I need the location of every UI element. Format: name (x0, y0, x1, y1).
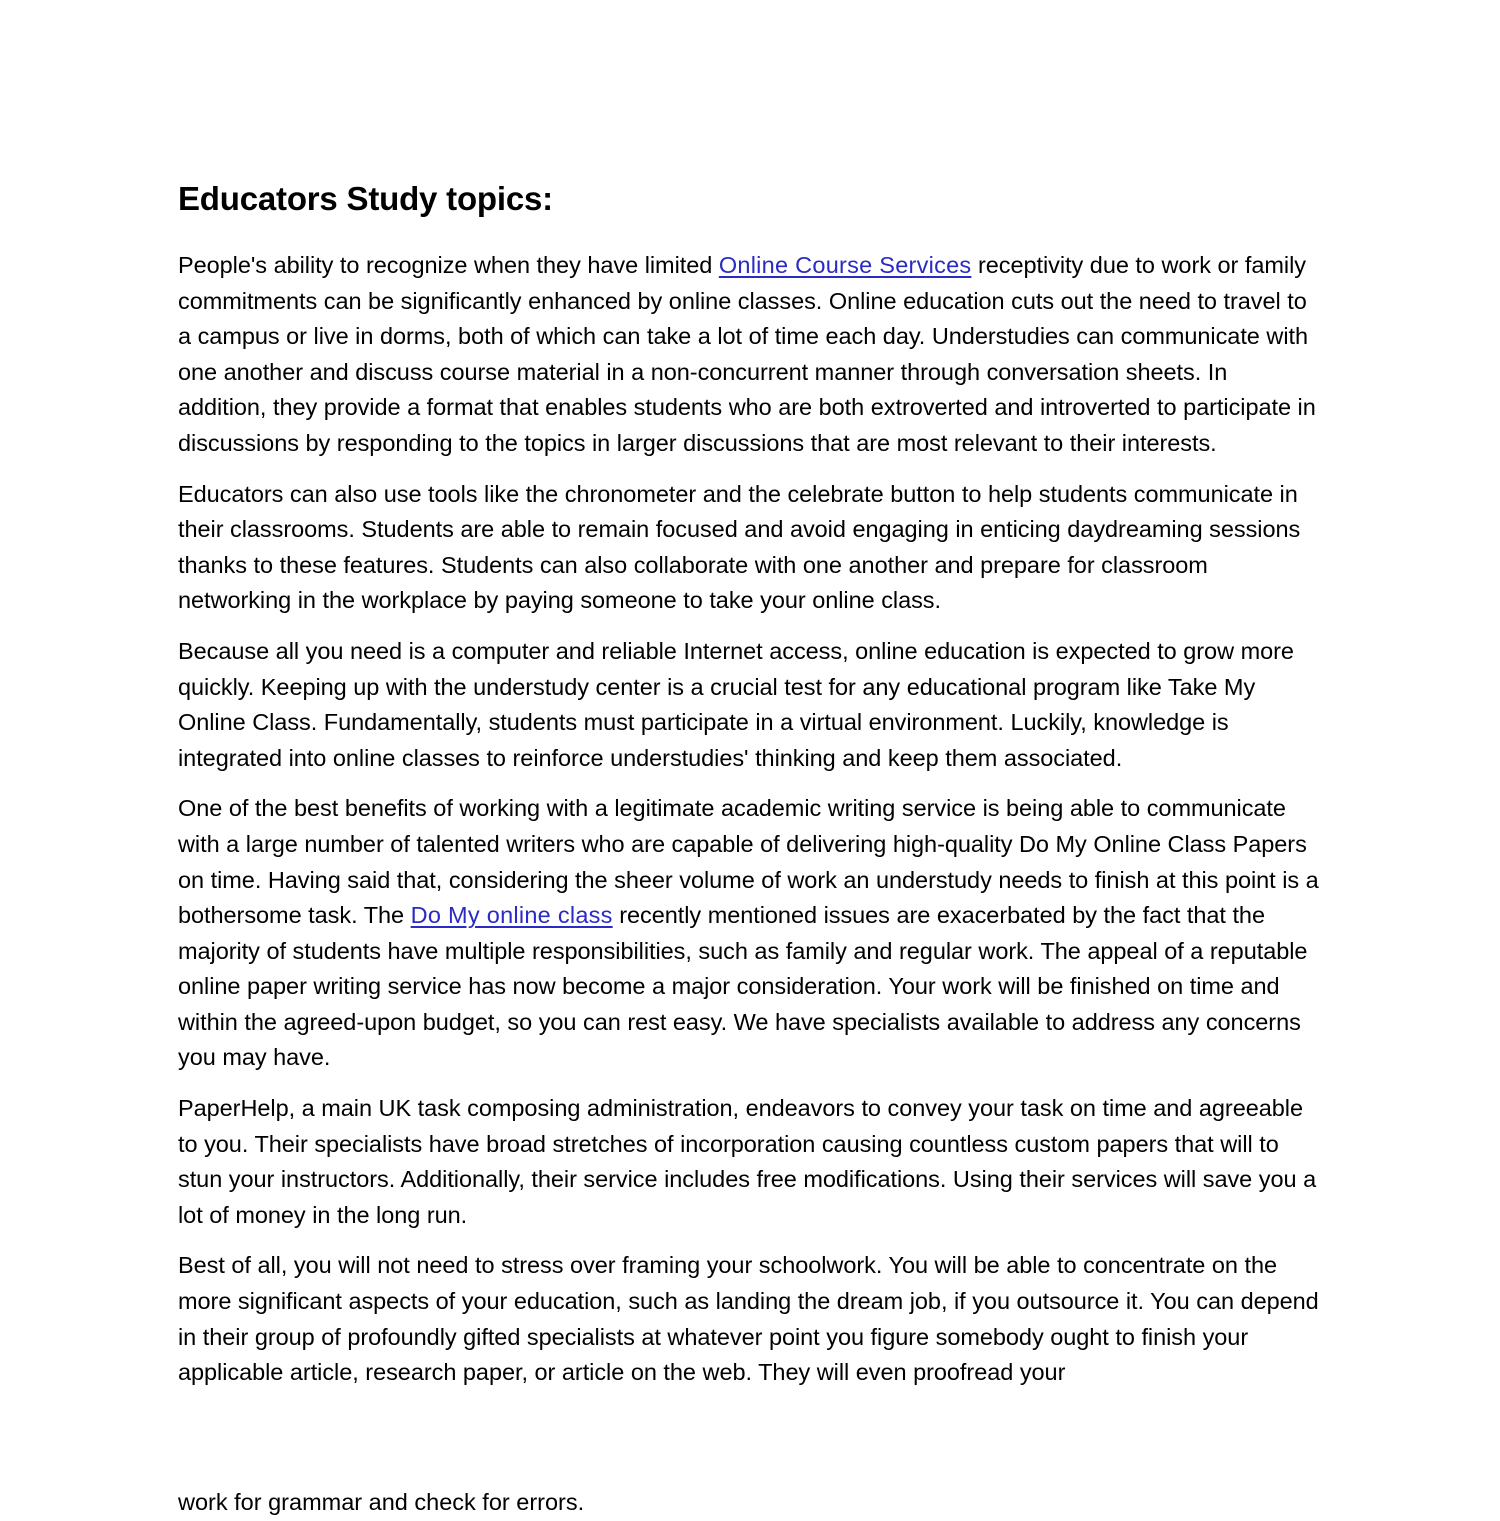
paragraph-6 (178, 1248, 1320, 1390)
paragraph-1-text-before: People's ability to recognize when they have limited (178, 252, 719, 278)
paragraph-2 (178, 477, 1320, 619)
paragraph-3 (178, 634, 1320, 776)
online-course-services-link[interactable]: Online Course Services (718, 252, 972, 278)
do-my-online-class-link[interactable]: Do My online class (410, 902, 613, 929)
paragraph-4-text-after: recently mentioned issues are exacerbated by the fact that the majority of students have multiple responsibilities, such as family and regular work. The appeal of a reputable online paper writing service has now become a major consideration. Your work will be finished on time and within the agreed-upon budget, so you can rest easy. We have specialists available to address any concerns you may have. (178, 902, 1308, 1071)
paragraph-2-text: Educators can also use tools like the chronometer and the celebrate button to help students communicate in their classrooms. Students are able to remain focused and avoid engaging in enticing daydreaming sessions thanks to these features. Students can also collaborate with one another and prepare for classroom networking in the workplace by paying someone to take your online class. (178, 480, 1301, 614)
document-body (178, 178, 1320, 1391)
paragraph-1-text-after: receptivity due to work or family commitments can be significantly enhanced by online classes. Online education cuts out the need to travel to a campus or live in dorms, both of which can take a lot of time each day. Understudies can communicate with one another and discuss course material in a non-concurrent manner through conversation sheets. In addition, they provide a format that enables students who are both extroverted and introverted to participate in discussions by responding to the topics in larger discussions that are most relevant to their interests. (178, 252, 1316, 456)
paragraph-4 (178, 791, 1320, 1076)
paragraph-5-text: PaperHelp, a main UK task composing administration, endeavors to convey your task on time and agreeable to you. Their specialists have broad stretches of incorporation causing countless custom papers that will to stun your instructors. Additionally, their service includes free modifications. Using their services will save you a lot of money in the long run. (178, 1095, 1317, 1228)
paragraph-1 (178, 248, 1320, 462)
paragraph-4-text-before: One of the best benefits of working with a legitimate academic writing service is being able to communicate with a large number of talented writers who are capable of delivering high-quality Do My Online Class Papers on time. Having said that, considering the sheer volume of work an understudy needs to finish at this point is a bothersome task. The (178, 795, 1319, 929)
clipped-last-line: work for grammar and check for errors. (178, 1489, 585, 1515)
paragraph-6-text: Best of all, you will not need to stress over framing your schoolwork. You will be able to concentrate on the more significant aspects of your education, such as landing the dream job, if you outsource it. You can depend in their group of profoundly gifted specialists at whatever point you figure somebody ought to finish your applicable article, research paper, or article on the web. They will even proofread your (178, 1252, 1319, 1386)
paragraph-3-text: Because all you need is a computer and reliable Internet access, online education is expected to grow more quickly. Keeping up with the understudy center is a crucial test for any educational program like Take My Online Class. Fundamentally, students must participate in a virtual environment. Luckily, knowledge is integrated into online classes to reinforce understudies' thinking and keep them associated. (178, 637, 1294, 771)
page-title: Educators Study topics: (178, 180, 553, 217)
paragraph-5 (178, 1091, 1320, 1233)
